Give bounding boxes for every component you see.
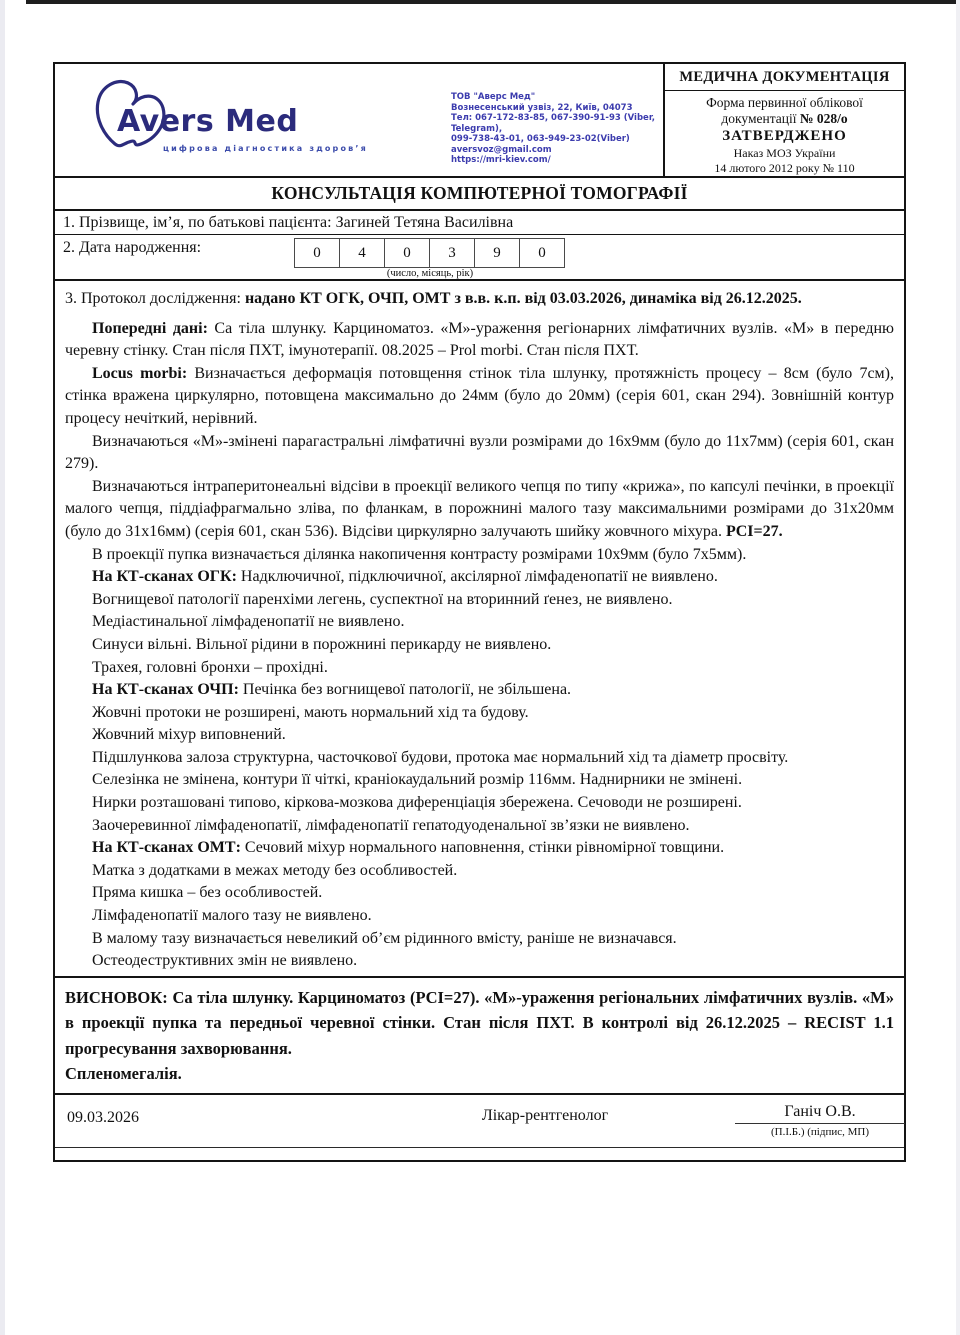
doc-info-form-number: № 028/о — [799, 111, 848, 126]
document-header — [55, 64, 904, 178]
protocol-paragraph: В проекції пупка визначається ділянка накопичення контрасту розмірами 10х9мм (було 7х5мм). — [92, 545, 747, 563]
protocol-paragraph: На КТ-сканах ОЧП: Печінка без вогнищевої патології, не збільшена. — [92, 681, 572, 699]
protocol-paragraph: На КТ-сканах ОМТ: Сечовий міхур нормального наповнення, стінки рівномірної товщини. — [92, 839, 725, 857]
patient-name-row: 1. Прізвище, ім’я, по батькові пацієнта: Загиней Тетяна Василівна — [55, 211, 904, 235]
protocol-section — [55, 281, 904, 976]
dob-caption: (число, місяць, рік) — [386, 268, 474, 279]
protocol-paragraph: Попередні дані: Са тіла шлунку. Карциноматоз. «М»-ураження регіонарних лімфатичних вузлів. «М» в передню черевну стінку. Стан після ПХТ, імунотерапії. 08.2025 – Prol morbi. Стан після ПХТ. — [65, 319, 895, 360]
contact-line: 099-738-43-01, 063-949-23-02(Viber) — [451, 134, 630, 144]
protocol-intro-label: 3. Протокол дослідження: — [65, 290, 245, 307]
dob-digit-box: 0 — [294, 238, 340, 268]
bottom-rule — [55, 1147, 904, 1160]
protocol-paragraph: Остеодеструктивних змін не виявлено. — [92, 952, 358, 970]
protocol-paragraph: Жовчний міхур виповнений. — [92, 726, 286, 744]
doc-info-form-line2 — [665, 111, 904, 127]
protocol-paragraph: В малому тазу визначається невеликий об’єм рідинного вмісту, раніше не визначався. — [92, 929, 677, 947]
conclusion-text: ВИСНОВОК: Са тіла шлунку. Карциноматоз (PCI=27). «М»-ураження регіональних лімфатичних вузлів. «М» в проекції пупка та передньої черевної стінки. Стан після ПХТ. В контролі від 26.12.2025 – RECIST 1.1 прогресування захворювання. — [65, 987, 894, 1058]
doc-info-form-normal: документації — [721, 111, 800, 126]
contact-line: Вознесенський узвіз, 22, Київ, 04073 — [451, 102, 633, 113]
dob-boxes — [295, 238, 565, 268]
dob-digit-box: 0 — [384, 238, 430, 268]
protocol-intro-bold: надано КТ ОГК, ОЧП, ОМТ з в.в. к.п. від 03.03.2026, динаміка від 26.12.2025. — [244, 290, 802, 307]
doc-info-form-line1: Форма первинної облікової — [706, 95, 863, 110]
clinic-tagline: цифрова діагностика здоров’я — [163, 144, 369, 153]
protocol-paragraph: Заочеревинної лімфаденопатії, лімфаденопатії гепатодуоденальної зв’язки не виявлено. — [92, 816, 690, 834]
protocol-paragraph: Locus morbi: Визначається деформація потовщення стінок тіла шлунку, протяжність процесу – 8см (було 7см), стінка вражена циркулярно, потовщена максимально до 24мм (було до 20мм) (серія 601, скан 294). Зовнішній контур процесу нечіткий, нерівний. — [65, 364, 895, 427]
report-date: 09.03.2026 — [67, 1108, 139, 1126]
protocol-paragraph: На КТ-сканах ОГК: Надключичної, підключичної, аксілярної лімфаденопатії не виявлено. — [92, 568, 718, 586]
doc-info-order: Наказ МОЗ України — [733, 146, 836, 160]
contact-block — [451, 92, 661, 166]
doctor-name: Ганіч О.В. — [735, 1103, 905, 1124]
signature-footer — [55, 1093, 904, 1147]
protocol-paragraph: Визначаються «М»-змінені парагастральні лімфатичні вузли розмірами до 16х9мм (було до 11х7мм) (серія 601, скан 279). — [65, 432, 894, 473]
protocol-paragraph: Підшлункова залоза структурна, часточкової будови, протока має нормальний хід та діаметр просвіту. — [92, 748, 789, 766]
photo-left-edge — [0, 0, 5, 1335]
doctor-role: Лікар-рентгенолог — [481, 1106, 609, 1124]
conclusion-splenomegaly: Спленомегалія. — [65, 1064, 182, 1084]
protocol-paragraph: Визначаються інтраперитонеальні відсіви в проекції великого чепця по типу «крижа», по капсулі печінки, в проекції малого чепця, піддіафрагмально зліва, по фланкам, в порожнині малого тазу максимальними розмірами до 31х20мм (було до 31х16мм) (серія 601, скан 536). Відсіви циркулярно залучають шийку жовчного міхура. PCI=27. — [65, 477, 894, 540]
protocol-paragraph: Матка з додатками в межах методу без особливостей. — [92, 861, 458, 879]
signature-caption: (П.І.Б.) (підпис, МП) — [771, 1125, 869, 1138]
contact-line: Тел: 067-172-83-85, 067-390-91-93 (Viber, Telegram), — [451, 113, 655, 134]
clinic-logo-text: Avers Med — [117, 104, 299, 139]
signature-block — [735, 1103, 905, 1138]
patient-dob-row — [55, 235, 904, 281]
protocol-paragraph: Лімфаденопатії малого тазу не виявлено. — [92, 907, 372, 925]
dob-digit-box: 3 — [429, 238, 475, 268]
contact-line: aversvoz@gmail.com — [451, 144, 552, 155]
protocol-paragraph: Медіастинальної лімфаденопатії не виявлено. — [92, 613, 405, 631]
dob-digit-box: 0 — [519, 238, 565, 268]
protocol-paragraph: Селезінка не змінена, контури її чіткі, краніокаудальний розмір 116мм. Наднирники не змінені. — [92, 771, 743, 789]
protocol-paragraph: Пряма кишка – без особливостей. — [92, 884, 323, 902]
protocol-paragraph: Синуси вільні. Вільної рідини в порожнині перикарду не виявлено. — [92, 635, 552, 653]
protocol-paragraph: Вогнищевої патології паренхіми легень, суспектної на вторинний ґенез, не виявлено. — [92, 590, 673, 608]
protocol-paragraph: Трахея, головні бронхи – прохідні. — [92, 658, 328, 676]
document-frame — [53, 62, 906, 1162]
protocol-paragraph: Нирки розташовані типово, кіркова-мозкова диференціація збережена. Сечоводи не розширені. — [92, 794, 742, 812]
protocol-intro — [65, 288, 894, 311]
photo-top-edge — [26, 0, 960, 4]
doc-info-title: МЕДИЧНА ДОКУМЕНТАЦІЯ — [665, 64, 904, 91]
conclusion-section — [55, 976, 904, 1093]
protocol-paragraphs — [65, 318, 894, 973]
dob-label: 2. Дата народження: — [63, 239, 202, 256]
dob-digit-box: 4 — [339, 238, 385, 268]
clinic-branding — [55, 64, 663, 176]
photo-right-edge — [956, 0, 960, 1335]
protocol-paragraph: Жовчні протоки не розширені, мають нормальний хід та будову. — [92, 703, 529, 721]
contact-line: https://mri-kiev.com/ — [451, 155, 551, 165]
dob-digit-box: 9 — [474, 238, 520, 268]
document-title: КОНСУЛЬТАЦІЯ КОМПЮТЕРНОЇ ТОМОГРАФІЇ — [55, 178, 904, 211]
doc-info-order-date: 14 лютого 2012 року № 110 — [714, 161, 855, 175]
doc-info-approved: ЗАТВЕРДЖЕНО — [722, 128, 847, 144]
contact-line: ТОВ "Аверс Мед" — [451, 92, 536, 102]
doc-info-box — [663, 64, 904, 176]
